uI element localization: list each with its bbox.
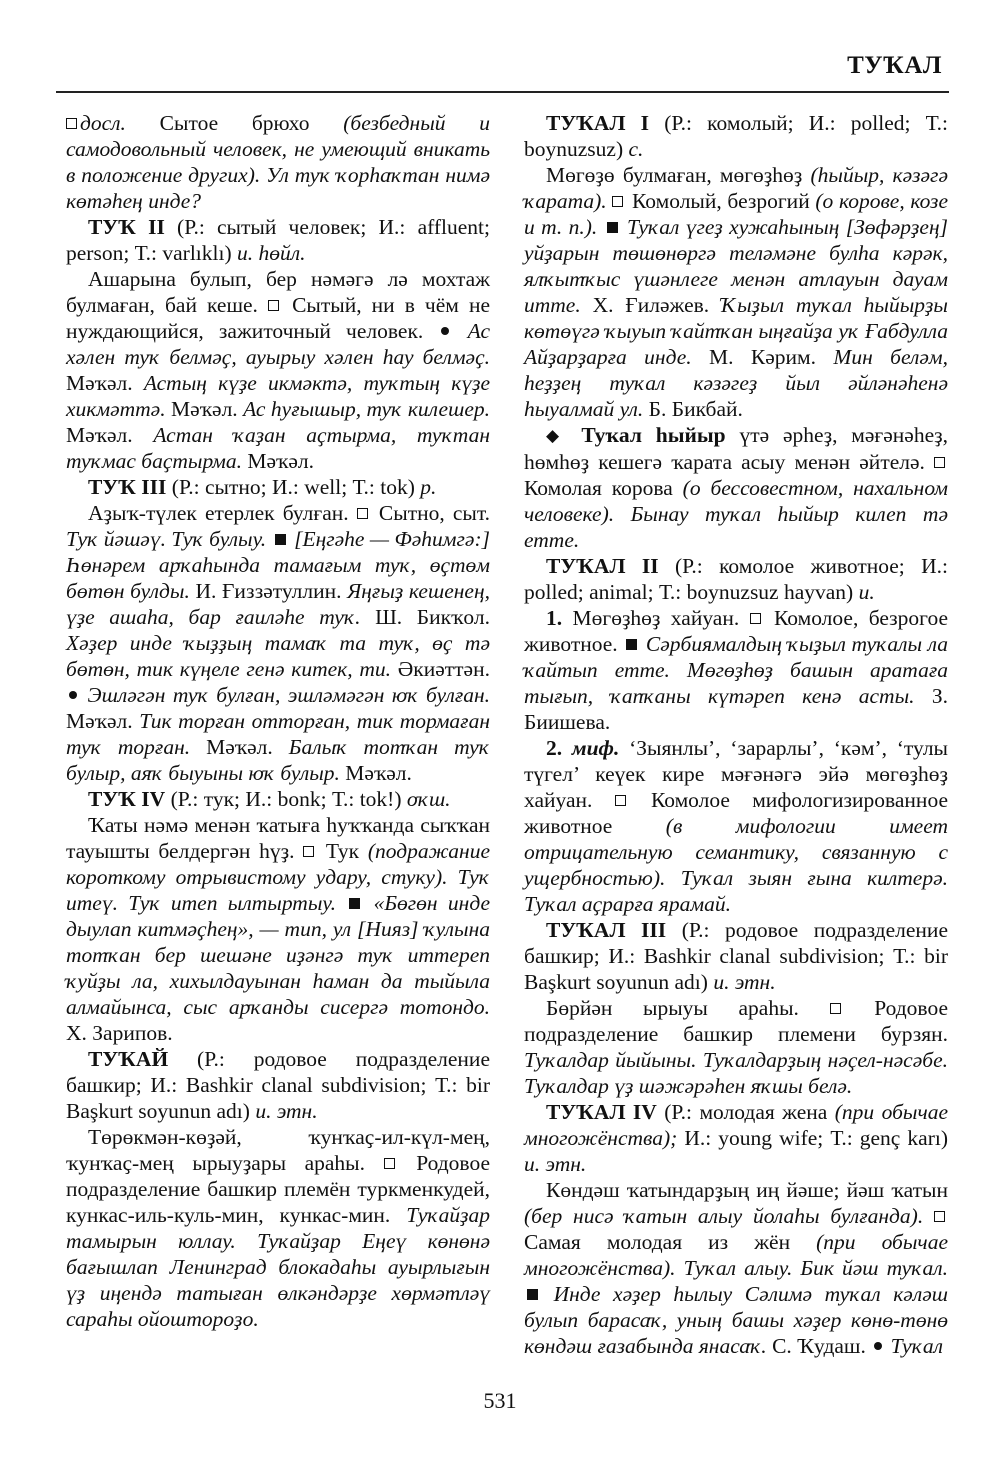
translation-text: Сытно, сыт.: [370, 501, 490, 525]
sense-number: 1.: [546, 606, 563, 630]
translation-text: Комолая корова: [524, 476, 683, 500]
example-text: Ас хәлен туҡ белмәҫ, ауырыу хәлен һау белмәҫ.: [66, 319, 490, 369]
source-text: З. Биишева.: [524, 684, 948, 734]
headword: ТУҠ IV: [88, 787, 166, 811]
translation-text: Родовое подразделение башкир племени бурзян.: [524, 996, 948, 1046]
example-text: (о бессовестном, нахальном человеке). Бынау туҡал һыйыр килеп тә етте.: [524, 476, 948, 552]
grammar-label: и.: [858, 580, 875, 604]
square-marker-icon: [934, 1211, 945, 1222]
example-text: Мин беләм, һеҙҙең туҡал кәзәгеҙ йыл әйләнәһенә һыуалмай ул.: [524, 345, 948, 421]
entry-tuk-3: [66, 474, 490, 500]
example-text: Туҡайҙар тамырын юллау. Туҡайҙар Еңеү көнөнә бағышлап Ленинград блокадаһы ауырлығын үҙ иңендә татыған өлкәндәрҙе хөрмәтләү сараһы ойоштороҙо.: [66, 1203, 490, 1331]
usage-note: (о корове, козе и т. п.).: [524, 189, 948, 239]
example-text: Астан ҡаҙан аҫтырма, туҡтан туҡмас баҫтырма.: [66, 423, 490, 473]
entry-tukal-2-sense-2: [524, 735, 948, 917]
entry-continuation: [66, 110, 490, 214]
source-text: Х. Зарипов.: [66, 1021, 173, 1045]
example-text: Туҡал үгеҙ хужаһының [Зөфәрҙең] уйҙарын төшөнөргә теләмәне булһа кәрәк, ялҡытҡыс үшәнлеге менән атлауын дауам итте.: [524, 215, 948, 317]
entry-tukal-2-sense-1: [524, 605, 948, 735]
equivalents: (Р.: родовое подразделение башкир; И.: Bashkir clanal subdivision; Т.: bir Başkurt soyunun adı): [66, 1047, 490, 1123]
translation-text: Сытый, ни в чём не нуждающийся, зажиточный человек.: [66, 293, 490, 343]
example-text: Яңғыҙ кешенең, үҙе ашаһа, бар ғаиләһе туҡ.: [66, 579, 490, 629]
translation-text: Сытое брюхо: [125, 111, 344, 135]
source-text: Мәҡәл.: [165, 397, 244, 421]
source-text: И. Ғиззәтуллин.: [189, 579, 348, 603]
black-square-icon: [349, 898, 360, 909]
source-text: Мәҡәл.: [339, 761, 412, 785]
example-text: Хәҙер инде ҡыҙҙың тамаҡ та туҡ, өҫ тә бөтөн, тик күңеле генә китек, ти.: [66, 631, 490, 681]
phrase-headword: Туҡал һыйыр: [581, 423, 726, 447]
square-marker-icon: [303, 846, 314, 857]
definition-text: үтә әрһеҙ, мәғәнәһеҙ, һөмһөҙ кешегә ҡарата асыу менән әйтелә.: [524, 423, 948, 474]
definition-text: Төрөкмән-көҙәй, ҡунҡаҫ-ил-күл-мең, ҡунҡаҫ-мең ырыуҙары араһы.: [66, 1125, 490, 1175]
source-text: С. Ҡудаш.: [766, 1334, 866, 1358]
headword: ТУҠ II: [88, 215, 165, 239]
entry-tukal-3-body: [524, 995, 948, 1099]
source-text: Ш. Бикҡол.: [360, 605, 490, 629]
domain-label: миф.: [562, 736, 620, 760]
source-text: Мәҡәл.: [241, 449, 314, 473]
bullet-icon: [441, 327, 449, 335]
square-marker-icon: [357, 508, 368, 519]
square-marker-icon: [750, 613, 761, 624]
example-text: Тик торған отторған, тик тормаған туҡ торған.: [66, 709, 490, 759]
definition-text: Мөгөҙө булмаған, мөгөҙһөҙ: [546, 163, 811, 187]
definition-text: Бөрйән ырыуы араһы.: [546, 996, 799, 1020]
translation-text: Родовое подразделение башкир племён туркменкудей, кункас-иль-куль-мин, кункас-мин.: [66, 1151, 490, 1227]
square-marker-icon: [612, 196, 623, 207]
equivalents: (Р.: родовое подразделение башкир; И.: Bashkir clanal subdivision; Т.: bir Başkurt soyunun adı): [524, 918, 948, 994]
definition-text: ‘Зыянлы’, ‘зарарлы’, ‘кәм’, ‘тулы түгел’ кеүек кире мәғәнәгә эйә мөгөҙһөҙ хайуан.: [524, 736, 948, 812]
example-text: Ҡыҙыл туҡал һыйырҙы көтөүгә ҡыуып ҡайтҡан ыңғайҙа уҡ Ғабдулла Айҙарҙарға инде.: [524, 293, 948, 369]
usage-note: (при обычае многожёнства);: [524, 1100, 948, 1150]
grammar-label: и. этн.: [713, 970, 776, 994]
equivalents: (Р.: сытый человек; И.: affluent; person; Т.: varlıklı): [66, 215, 491, 265]
example-text: (безбедный и самодовольный человек, не умеющий вникать в положение других). Ул туҡ ҡорһаҡтан нимә көтәһең инде?: [66, 111, 491, 213]
example-text: Балыҡ тотҡан туҡ булыр, аяҡ быуыны юҡ булыр.: [66, 735, 490, 785]
phrase-tukal-hyiyr: [524, 422, 948, 553]
square-marker-icon: [615, 795, 626, 806]
definition-text: Мөгөҙһөҙ хайуан.: [562, 606, 740, 630]
usage-note: (бер нисә ҡатын алыу йолаһы булғанда).: [524, 1204, 924, 1228]
source-text: Б. Бикбай.: [643, 397, 743, 421]
grammar-label: с.: [628, 137, 644, 161]
definition-text: Ашарына булып, бер нәмәгә лә мохтаж булмаған, бай кеше.: [66, 267, 490, 317]
square-marker-icon: [830, 1003, 841, 1014]
source-text: Әкиәттән.: [391, 657, 490, 681]
equivalents: (Р.: комолое животное; И.: polled; animal; Т.: boynuzsuz hayvan): [524, 554, 948, 604]
entry-tuk-4-body: [66, 812, 490, 1046]
translation-text: Комолое, безрогое животное.: [524, 606, 949, 656]
entry-tuk-2-body: [66, 266, 490, 474]
header-rule: [56, 91, 949, 93]
headword: ТУҠАЛ II: [546, 554, 659, 578]
grammar-label: р.: [420, 475, 437, 499]
source-text: Мәҡәл.: [66, 371, 144, 395]
black-square-icon: [527, 1289, 538, 1300]
example-text: Туҡ йәшәү. Туҡ булыу.: [66, 527, 267, 551]
example-text: [Еңгәһе — Фәһимгә:] Һөнәрем арҡаһында тамағым туҡ, өҫтөм бөтөн булды.: [66, 527, 490, 603]
square-marker-icon: [268, 300, 279, 311]
example-text: (подражание короткому отрывистому удару, стуку). Туҡ итеү. Туҡ итеп ылтыртыу.: [66, 839, 490, 915]
example-text: Эшләгән туҡ булған, эшләмәгән юҡ булған.: [80, 683, 490, 707]
translation-text: Комолое мифологизированное животное: [524, 788, 948, 838]
entry-tukal-3: [524, 917, 948, 995]
equivalents: (Р.: комолый; И.: polled; Т.: boynuzsuz): [524, 111, 948, 161]
right-column: [524, 110, 948, 1359]
source-text: Х. Ғиләжев.: [580, 293, 721, 317]
source-text: Мәҡәл.: [66, 709, 140, 733]
grammar-label: и. этн.: [255, 1099, 318, 1123]
square-marker-icon: [934, 457, 945, 468]
diamond-icon: ◆: [546, 426, 568, 445]
source-text: Мәҡәл.: [66, 423, 154, 447]
entry-tukal-4-body: [524, 1177, 948, 1359]
example-text: (при обычае многожёнства). Туҡал алыу. Бик йәш туҡал.: [524, 1230, 948, 1280]
definition-text: Көндәш ҡатындарҙың иң йәше; йәш ҡатын: [546, 1178, 948, 1202]
definition-text: Ҡаты нәмә менән ҡатыға һуҡҡанда сыҡҡан тауышты белдергән һүҙ.: [66, 813, 490, 863]
headword: ТУҠ III: [88, 475, 167, 499]
translation-text: Самая молодая из жён: [524, 1230, 817, 1254]
headword: ТУҠАЛ I: [546, 111, 650, 135]
black-square-icon: [626, 639, 637, 650]
left-column: [66, 110, 490, 1332]
example-text: Туҡалдар йыйыны. Туҡалдарҙың нәҫел-нәсәбе. Туҡалдар үҙ шәжәрәһен яҡшы белә.: [524, 1048, 948, 1098]
grammar-label: оҡш.: [406, 787, 451, 811]
equivalents: (Р.: тук; И.: bonk; Т.: tok!): [165, 787, 407, 811]
entry-tukay-body: [66, 1124, 490, 1332]
equivalents: (Р.: сытно; И.: well; Т.: tok): [166, 475, 421, 499]
definition-text: Аҙыҡ-түлек етерлек булған.: [88, 501, 349, 525]
sense-number: 2.: [546, 736, 563, 760]
black-square-icon: [275, 534, 286, 545]
grammar-label: и. һөйл.: [237, 241, 306, 265]
running-head: ТУҠАЛ: [847, 52, 942, 79]
example-text: Ас һуғышыр, туҡ килешер.: [243, 397, 490, 421]
example-text: Инде хәҙер һылыу Сәлимә туҡал кәләш булып барасаҡ, уның башы хәҙер көнө-төнө көндәш ғазабында янасаҡ.: [524, 1282, 948, 1358]
bullet-icon: [874, 1342, 882, 1350]
translation-text: Тук: [317, 839, 368, 863]
black-square-icon: [607, 222, 618, 233]
entry-tuk-3-body: [66, 500, 490, 786]
bullet-icon: [69, 691, 77, 699]
source-text: М. Кәрим.: [691, 345, 834, 369]
entry-tukal-2: [524, 553, 948, 605]
usage-note: (һыйыр, кәзәгә ҡарата).: [524, 163, 948, 213]
equivalents: (Р.: молодая жена: [656, 1100, 835, 1124]
label-text: досл.: [80, 111, 126, 135]
example-text: Сәрбиямалдың ҡыҙыл туҡалы ла ҡайтып етте. Мөгөҙһөҙ башын аратаға тығып, ҡапҡаны күтәреп кенә асты.: [524, 632, 948, 708]
grammar-label: и. этн.: [524, 1152, 587, 1176]
entry-tukay: [66, 1046, 490, 1124]
headword: ТУҠАЛ IV: [546, 1100, 657, 1124]
entry-tukal-4: [524, 1099, 948, 1177]
entry-tuk-2: [66, 214, 490, 266]
example-text: (в мифологии имеет отрицательную семантику, связанную с ущербностью). Туҡал зыян ғына килтерә. Туҡал аҫрарға ярамай.: [524, 814, 948, 916]
example-text: Астың күҙе икмәктә, туҡтың күҙе хикмәттә.: [66, 371, 490, 421]
square-marker-icon: [66, 118, 77, 129]
entry-tukal-1-body: [524, 162, 948, 422]
example-text: «Бөгөн инде дыулап китмәҫһең», — тип, ул [Нияз] ҡулына тотҡан бер шешәне иҙәнгә туҡ иттереп ҡуйҙы ла, хихылдауынан һаман да тыйыла алмайынса, сыс арҡанды сисергә тотондо.: [66, 891, 491, 1019]
page-number: 531: [483, 1388, 517, 1413]
headword: ТУҠАЛ III: [546, 918, 667, 942]
entry-tukal-1: [524, 110, 948, 162]
square-marker-icon: [384, 1158, 395, 1169]
equivalents: И.: young wife; Т.: genç karı): [677, 1126, 948, 1150]
headword: ТУҠАЙ: [88, 1047, 169, 1071]
source-text: Мәҡәл.: [190, 735, 289, 759]
translation-text: Комолый, безрогий: [626, 189, 816, 213]
entry-tuk-4: [66, 786, 490, 812]
example-text: Туҡал: [885, 1334, 944, 1358]
